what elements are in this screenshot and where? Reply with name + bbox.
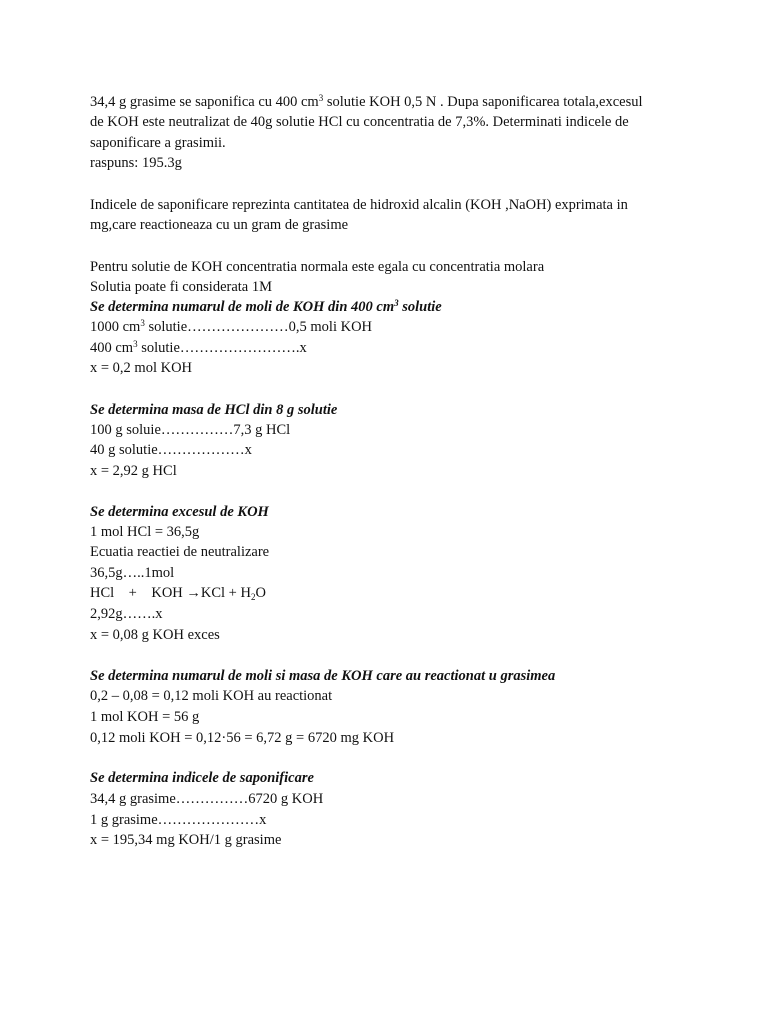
definition-line-1: Indicele de saponificare reprezinta cantitatea de hidroxid alcalin (KOH ,NaOH) exprimata in — [90, 197, 628, 213]
note-line-1: Pentru solutie de KOH concentratia normala este egala cu concentratia molara — [90, 259, 545, 275]
step4-heading: Se determina numarul de moli si masa de KOH care au reactionat u grasimea — [90, 668, 556, 684]
step3-line-5: 2,92g…….x — [90, 606, 163, 622]
problem-line-2: de KOH este neutralizat de 40g solutie HCl cu concentratia de 7,3%. Determinati indicele de — [90, 114, 629, 130]
step2-line-1: 100 g soluie……………7,3 g HCl — [90, 422, 291, 438]
step3-heading: Se determina excesul de KOH — [90, 504, 269, 520]
step5-line-1: 34,4 g grasime……………6720 g KOH — [90, 791, 324, 807]
problem-line-1: 34,4 g grasime se saponifica cu 400 $cm^3$ solutie KOH 0,5 N . Dupa saponificarea totala,excesul — [90, 93, 643, 110]
step3-line-1: 1 mol HCl = 36,5g — [90, 524, 200, 540]
step4-line-1: 0,2 – 0,08 = 0,12 moli KOH au reactionat — [90, 688, 333, 704]
step2-line-2: 40 g solutie………………x — [90, 442, 252, 458]
step3-result: x = 0,08 g KOH exces — [90, 627, 220, 643]
step5-result: x = 195,34 mg KOH/1 g grasime — [90, 832, 282, 848]
problem-line-3: saponificare a grasimii. — [90, 135, 226, 151]
step4-result: 0,12 moli KOH = 0,12·56 = 6,72 g = 6720 mg KOH — [90, 730, 395, 746]
step1-heading: Se determina numarul de moli de KOH din 400 $cm^3$ solutie — [90, 298, 442, 315]
step5-line-2: 1 g grasime…………………x — [90, 812, 267, 828]
neutralization-equation: HCl + KOH $\to KCl + H_2O$ — [90, 585, 266, 602]
step3-line-3: 36,5g…..1mol — [90, 565, 175, 581]
answer-line: raspuns: 195.3g — [90, 155, 182, 171]
definition-line-2: mg,care reactioneaza cu un gram de grasime — [90, 217, 349, 233]
step2-result: x = 2,92 g HCl — [90, 463, 177, 479]
step1-line-2: 400 $cm^3$ solutie…………………….x — [90, 339, 307, 356]
step1-line-1: 1000 $cm^3$ solutie…………………0,5 moli KOH — [90, 318, 373, 335]
step5-heading: Se determina indicele de saponificare — [90, 770, 314, 786]
step2-heading: Se determina masa de HCl din 8 g solutie — [90, 402, 338, 418]
step4-line-2: 1 mol KOH = 56 g — [90, 709, 200, 725]
step3-line-2: Ecuatia reactiei de neutralizare — [90, 544, 270, 560]
note-line-2: Solutia poate fi considerata 1M — [90, 279, 273, 295]
step1-result: x = 0,2 mol KOH — [90, 360, 193, 376]
